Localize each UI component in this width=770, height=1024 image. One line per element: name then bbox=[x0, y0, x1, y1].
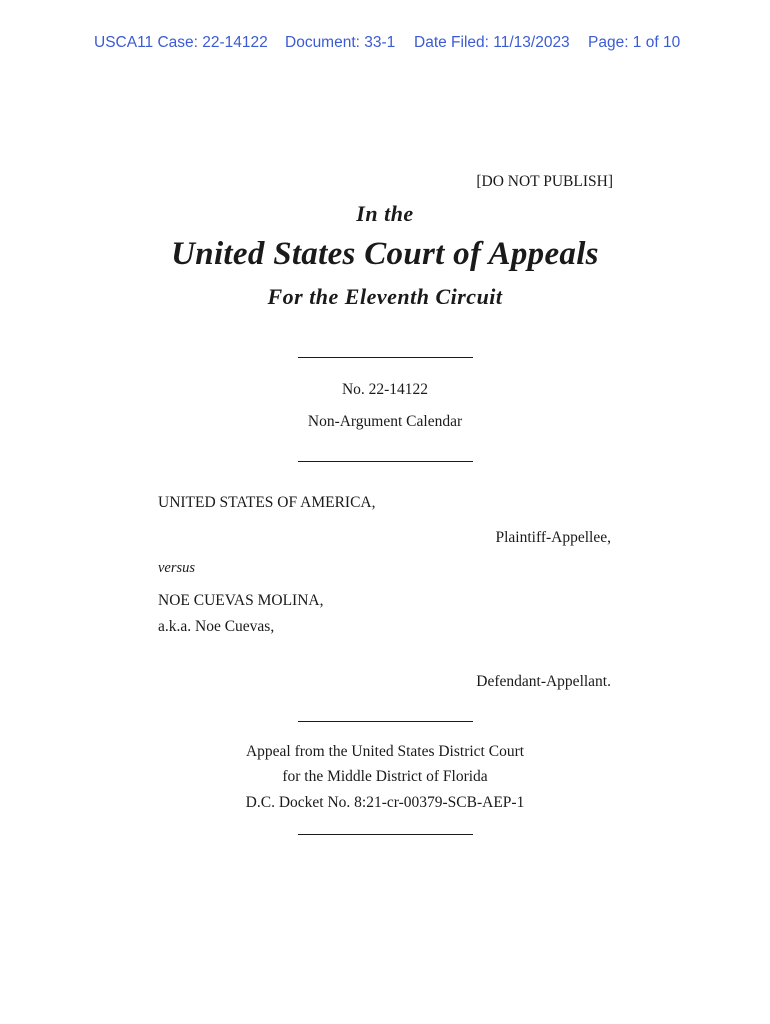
header-case-number: USCA11 Case: 22-14122 bbox=[94, 34, 268, 51]
title-in-the: In the bbox=[356, 201, 414, 226]
circuit-title: For the Eleventh Circuit bbox=[267, 284, 503, 309]
case-number: No. 22-14122 bbox=[341, 381, 429, 398]
versus-label: versus bbox=[158, 560, 196, 576]
defendant-alias: a.k.a. Noe Cuevas, bbox=[158, 618, 275, 635]
calendar-type: Non-Argument Calendar bbox=[307, 413, 463, 430]
header-date-filed: Date Filed: 11/13/2023 bbox=[414, 34, 570, 51]
header-document-number: Document: 33-1 bbox=[285, 34, 396, 51]
defendant-role: Defendant-Appellant. bbox=[476, 673, 611, 690]
divider-line bbox=[298, 357, 473, 358]
divider-line bbox=[298, 721, 473, 722]
filing-header bbox=[0, 31, 770, 55]
docket-number: D.C. Docket No. 8:21-cr-00379-SCB-AEP-1 bbox=[245, 794, 525, 811]
appeal-source-line: Appeal from the United States District Court bbox=[245, 743, 525, 760]
header-page-count: Page: 1 of 10 bbox=[588, 34, 681, 51]
publish-notice: [DO NOT PUBLISH] bbox=[476, 173, 613, 190]
divider-line bbox=[298, 834, 473, 835]
appeal-district-line: for the Middle District of Florida bbox=[282, 768, 488, 785]
plaintiff-role: Plaintiff-Appellee, bbox=[495, 529, 611, 546]
defendant-name: NOE CUEVAS MOLINA, bbox=[158, 592, 324, 609]
divider-line bbox=[298, 461, 473, 462]
plaintiff-name: UNITED STATES OF AMERICA, bbox=[158, 494, 376, 511]
court-title: United States Court of Appeals bbox=[171, 236, 599, 272]
